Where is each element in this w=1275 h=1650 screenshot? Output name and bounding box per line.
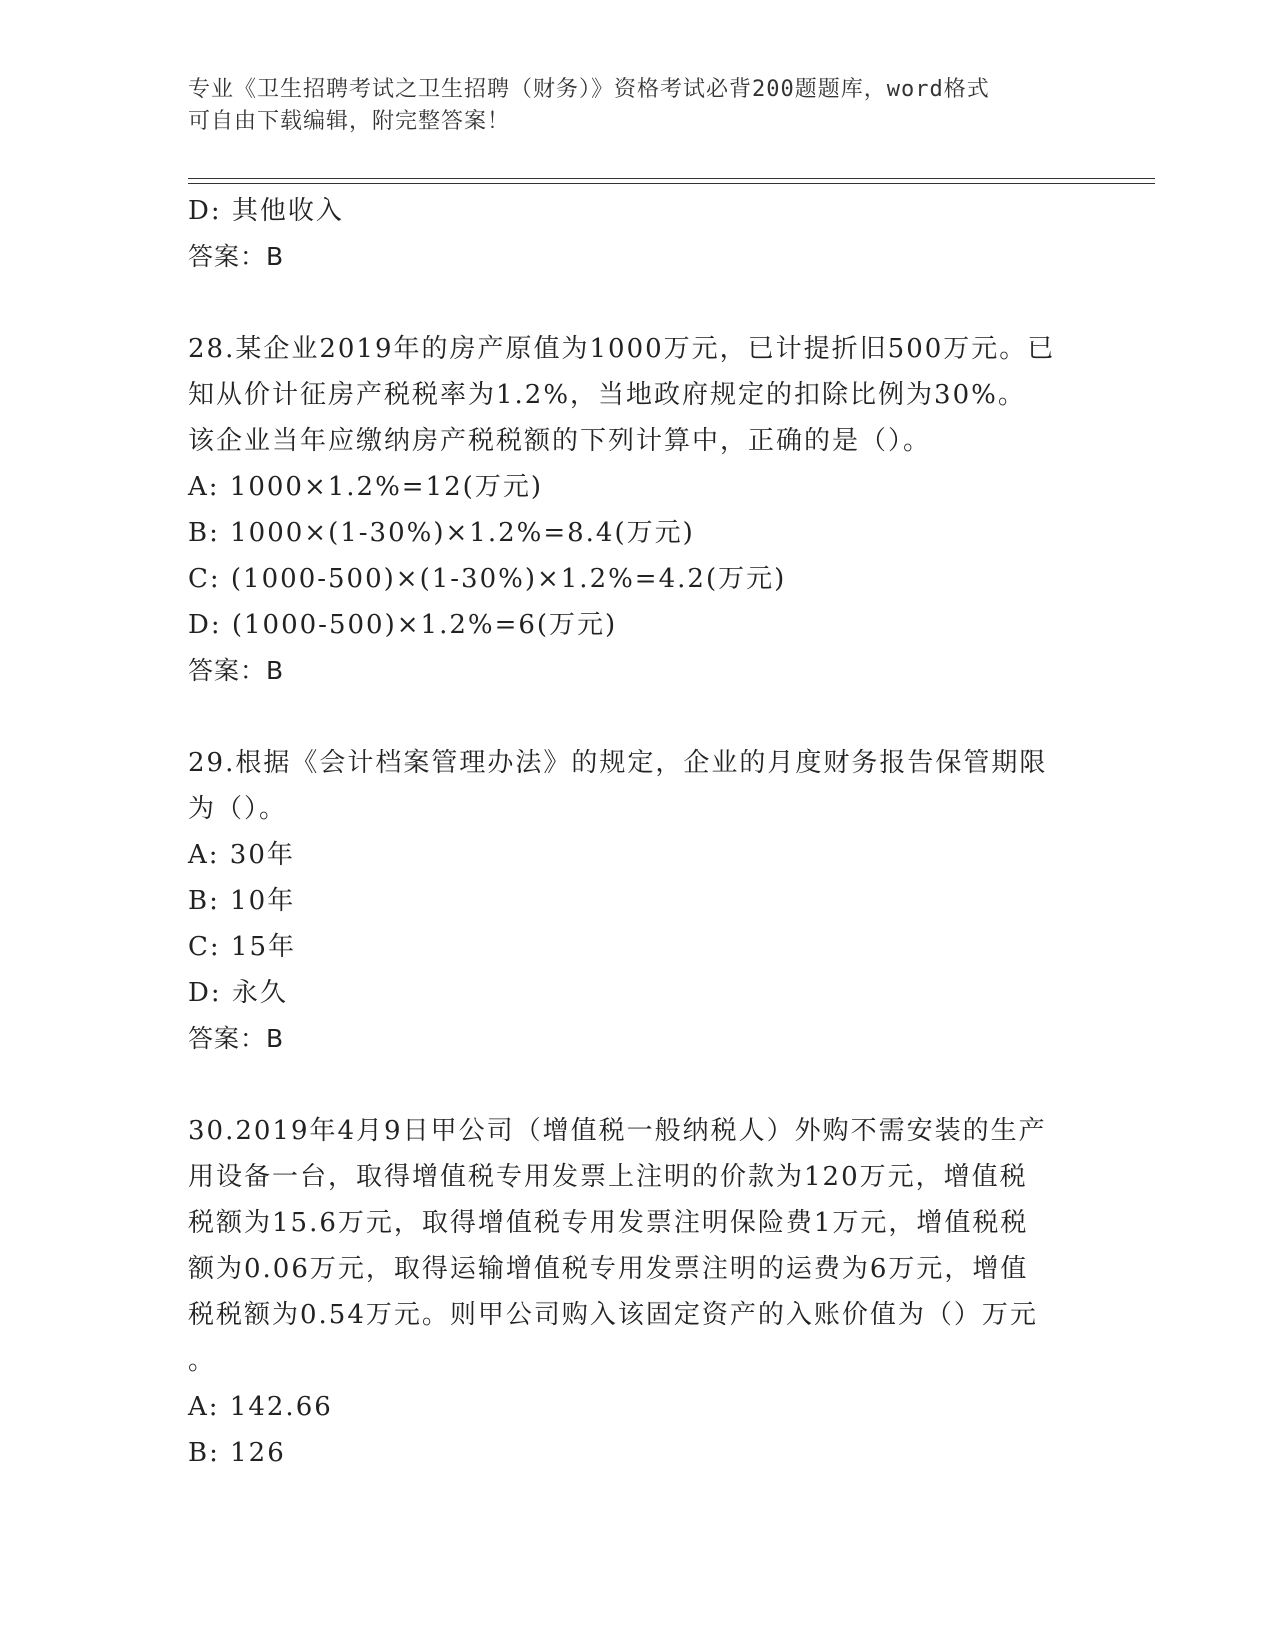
header-rule-bottom: [188, 183, 1155, 184]
question-30-option-b: B: 126: [188, 1438, 286, 1468]
question-28-line-1: 28.某企业2019年的房产原值为1000万元，已计提折旧500万元。已: [188, 334, 1056, 364]
question-28-option-a: A: 1000×1.2%=12(万元): [188, 472, 543, 502]
header-line-1: 专业《卫生招聘考试之卫生招聘（财务）》资格考试必背200题题库，word格式: [188, 77, 990, 102]
spacer: [188, 1062, 1088, 1108]
question-29-line-1: 29.根据《会计档案管理办法》的规定，企业的月度财务报告保管期限: [188, 748, 1048, 778]
question-29: [188, 740, 1088, 1062]
question-30-line-2: 用设备一台，取得增值税专用发票上注明的价款为120万元，增值税: [188, 1162, 1028, 1192]
question-30-line-6: 。: [188, 1346, 217, 1376]
question-28-line-2: 知从价计征房产税税率为1.2%，当地政府规定的扣除比例为30%。: [188, 380, 1026, 410]
prev-option-d: D: 其他收入: [188, 196, 344, 226]
header-rule-top: [188, 178, 1155, 179]
question-30-line-4: 额为0.06万元，取得运输增值税专用发票注明的运费为6万元，增值: [188, 1254, 1029, 1284]
question-30: [188, 1108, 1088, 1476]
spacer: [188, 280, 1088, 326]
question-30-line-1: 30.2019年4月9日甲公司（增值税一般纳税人）外购不需安装的生产: [188, 1116, 1047, 1146]
question-28-option-b: B: 1000×(1-30%)×1.2%=8.4(万元): [188, 518, 695, 548]
question-28: [188, 326, 1088, 694]
question-29-option-b: B: 10年: [188, 886, 296, 916]
question-28-answer: 答案：B: [188, 656, 285, 685]
question-29-option-a: A: 30年: [188, 840, 295, 870]
question-29-answer: 答案：B: [188, 1024, 285, 1053]
question-30-line-5: 税税额为0.54万元。则甲公司购入该固定资产的入账价值为（）万元: [188, 1300, 1038, 1330]
question-29-line-2: 为（）。: [188, 794, 288, 824]
question-28-option-d: D: (1000-500)×1.2%=6(万元): [188, 610, 618, 640]
question-29-option-c: C: 15年: [188, 932, 297, 962]
question-30-line-3: 税额为15.6万元，取得增值税专用发票注明保险费1万元，增值税税: [188, 1208, 1029, 1238]
document-body: [188, 188, 1088, 1476]
spacer: [188, 694, 1088, 740]
header-line-2: 可自由下载编辑，附完整答案！: [188, 109, 511, 134]
question-28-line-3: 该企业当年应缴纳房产税税额的下列计算中，正确的是（）。: [188, 426, 932, 456]
question-28-option-c: C: (1000-500)×(1-30%)×1.2%=4.2(万元): [188, 564, 787, 594]
prev-answer: 答案：B: [188, 242, 285, 271]
question-30-option-a: A: 142.66: [188, 1392, 333, 1422]
document-header: [188, 74, 1068, 138]
question-29-option-d: D: 永久: [188, 978, 288, 1008]
